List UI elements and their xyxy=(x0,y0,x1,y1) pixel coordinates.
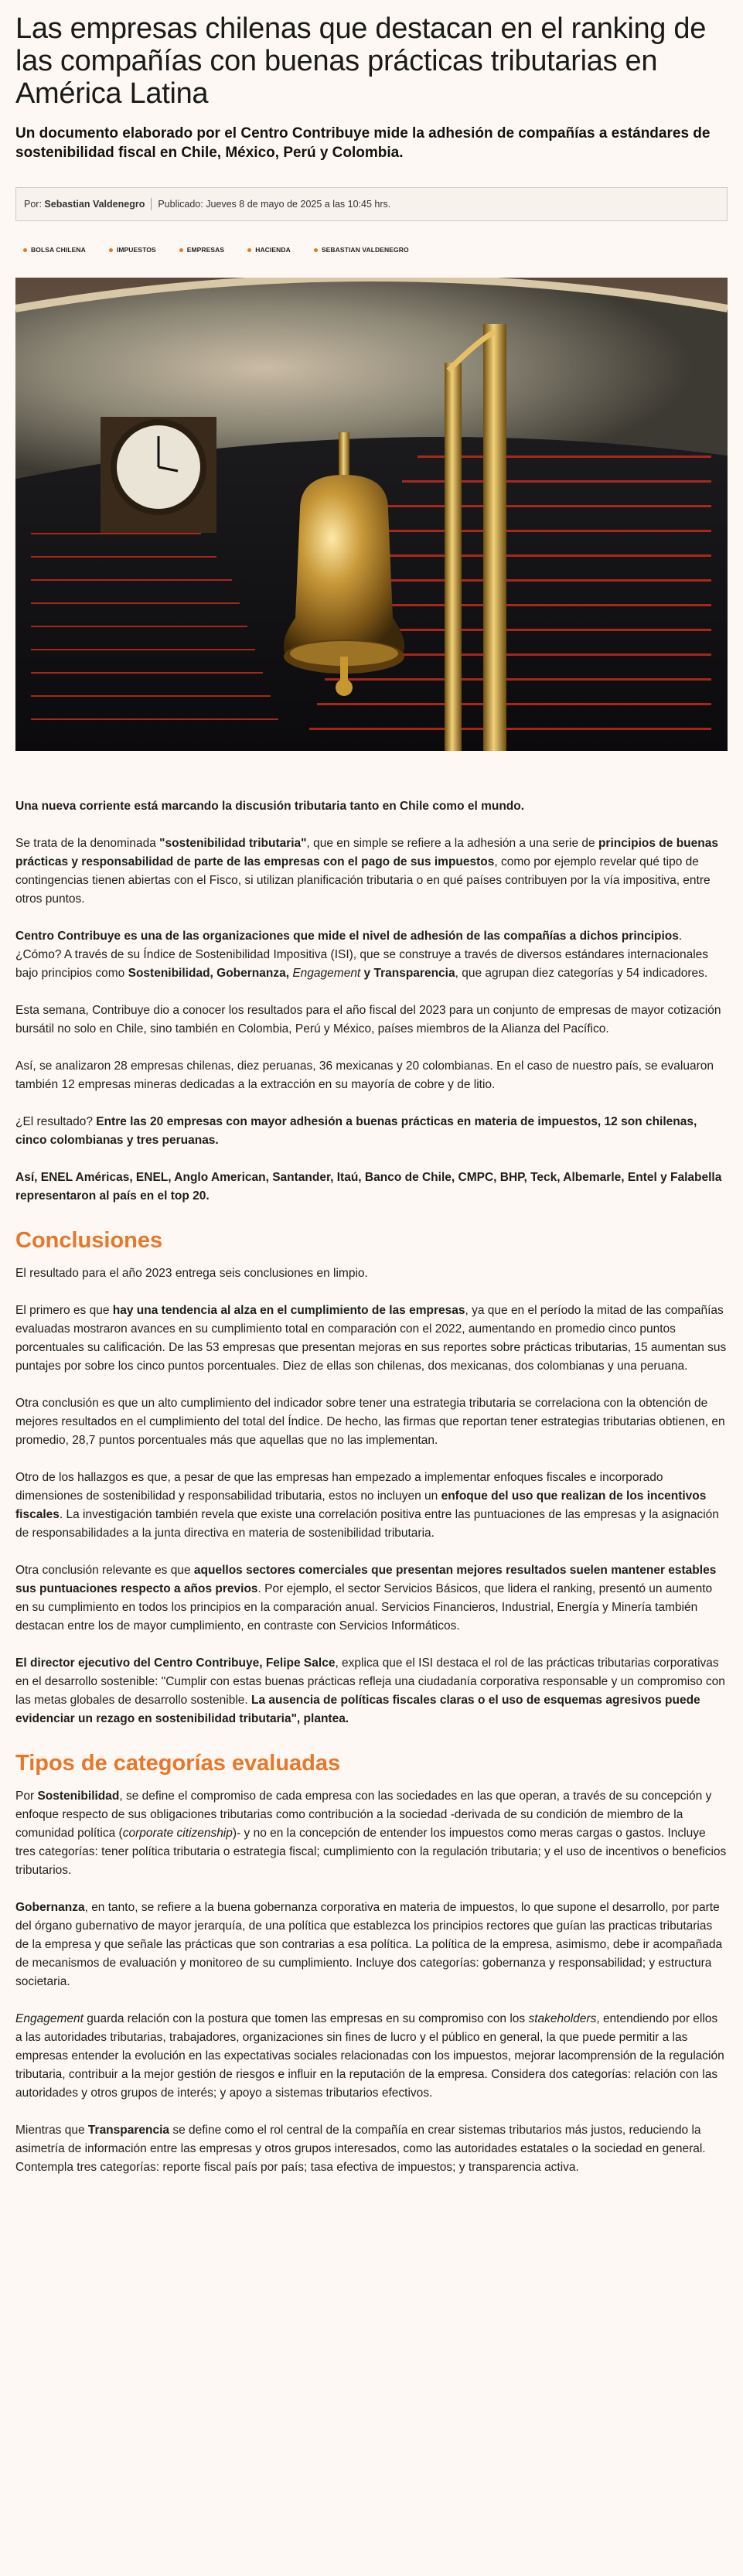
article xyxy=(0,12,743,2177)
tag-dot-icon xyxy=(109,248,113,252)
paragraph-gobernanza-def: Gobernanza, en tanto, se refiere a la buena gobernanza corporativa en materia de impuestos, lo que supone el desarrollo, por parte del órgano gubernativo de mayor jerarquía, de una política que establezca los principios rectores que guían las practicas tributarias de la empresa y que señale las prácticas que son contrarias a esa política. La política de la empresa, asimismo, debe ir acompañada de mecanismos de evaluación y monitoreo de su cumplimiento. Incluye dos categorías: gobernanza y responsabilidad; y estructura societaria. xyxy=(15,1901,723,1988)
tag-hacienda[interactable]: HACIENDA xyxy=(240,241,300,258)
paragraph-transparencia-def: Mientras que Transparencia se define como el rol central de la compañía en crear sistemas tributarios más justos, reduciendo la asimetría de información entre las empresas y otros grupos interesados, como las autoridades estatales o la sociedad en general. Contempla tres categorías: reporte fiscal país por país; tasa efectiva de impuestos; y transparencia activa. xyxy=(15,2124,706,2174)
hero-image-stock-exchange-bell xyxy=(15,278,728,751)
tag-dot-icon xyxy=(179,248,183,252)
byline-divider xyxy=(151,198,152,210)
heading-tipos-categorias: Tipos de categorías evaluadas xyxy=(15,1751,341,1776)
published-date: Publicado: Jueves 8 de mayo de 2025 a las 10:45 hrs. xyxy=(158,199,391,210)
paragraph-empresas-top20: Así, ENEL Américas, ENEL, Anglo American, Santander, Itaú, Banco de Chile, CMPC, BHP, Teck, Albemarle, Entel y Falabella representaron al país en el top 20. xyxy=(15,1171,722,1203)
tag-dot-icon xyxy=(23,248,27,252)
paragraph-resultado-top20: ¿El resultado? Entre las 20 empresas con mayor adhesión a buenas prácticas en materia de impuestos, 12 son chilenas, cinco colombianas y tres peruanas. xyxy=(15,1115,697,1147)
byline-box xyxy=(15,187,728,221)
article-body xyxy=(15,797,728,2177)
paragraph-sostenibilidad-def: Por Sostenibilidad, se define el compromiso de cada empresa con las sociedades en las que operan, a través de su concepción y enfoque respecto de sus obligaciones tributarias como contribución a la sociedad -derivada de su condición de miembro de la comunidad política (corporate citizenship)- y no en la concepción de entender los impuestos como meras cargas o gastos. Incluye tres categorías: tener política tributaria o estrategia fiscal; cumplimiento con la regulación tributaria; y el uso de incentivos o beneficios tributarios. xyxy=(15,1790,727,1877)
paragraph-conclusion-1: El primero es que hay una tendencia al alza en el cumplimiento de las empresas, ya que en el período la mitad de las compañías evaluadas mostraron avances en su cumplimiento total en comparación con el 2022, aumentando en promedio cinco puntos porcentuales su calificación. De las 53 empresas que presentan mejoras en sus reportes sobre prácticas tributarias, 15 aumentan sus puntajes por sobre los cinco puntos porcentuales. Diez de ellas son chilenas, dos mexicanas, dos colombianas y una peruana. xyxy=(15,1304,727,1373)
article-subtitle: Un documento elaborado por el Centro Contribuye mide la adhesión de compañías a estándares de sostenibilidad fiscal en Chile, México, Perú y Colombia. xyxy=(15,125,711,161)
tag-sebastian-valdenegro[interactable]: SEBASTIAN VALDENEGRO xyxy=(306,241,418,258)
tag-dot-icon xyxy=(314,248,318,252)
tag-empresas[interactable]: EMPRESAS xyxy=(172,241,234,258)
tag-impuestos[interactable]: IMPUESTOS xyxy=(101,241,165,258)
paragraph-engagement-def: Engagement guarda relación con la postura que tomen las empresas en su compromiso con los stakeholders, entendiendo por ellos a las autoridades tributarias, trabajadores, organizaciones sin fines de lucro y el público en general, la que puede permitir a las empresas entender la evolución en las expectativas sociales relacionadas con los impuestos, mejorar lacomprensión de la regulación tributaria, contribuir a la mejor gestión de riesgos e influir en la reputación de la empresa. Considera dos categorías: relación con las autoridades y otros grupos de interés; y apoyo a sistemas tributarios efectivos. xyxy=(15,2012,724,2100)
paragraph-sostenibilidad: Se trata de la denominada "sostenibilidad tributaria", que en simple se refiere a la adhesión a una serie de principios de buenas prácticas y responsabilidad de parte de las empresas con el pago de sus impuestos, como por ejemplo revelar qué tipo de contingencias tienen abiertas con el Fisco, si utilizan planificación tributaria o en qué países contribuyen por la vía impositiva, entre otros puntos. xyxy=(15,837,718,906)
paragraph-conclusion-3: Otro de los hallazgos es que, a pesar de que las empresas han empezado a implementar enfoques fiscales e incorporado dimensiones de sostenibilidad y responsabilidad tributaria, estos no incluyen un enfoque del uso que realizan de los incentivos fiscales. La investigación también revela que existe una correlación positiva entre las puntuaciones de las empresas y la asignación de responsabilidades a la junta directiva en materia de sostenibilidad tributaria. xyxy=(15,1471,719,1540)
tag-dot-icon xyxy=(247,248,251,252)
paragraph-conclusion-2: Otra conclusión es que un alto cumplimiento del indicador sobre tener una estrategia tributaria se correlaciona con la obtención de mejores resultados en el cumplimiento del total del Índice. De hecho, las firmas que reportan tener estrategias tributarias obtienen, en promedio, 28,7 puntos porcentuales más que aquellas que no las implementan. xyxy=(15,1397,725,1447)
paragraph-empresas-analizadas: Así, se analizaron 28 empresas chilenas, diez peruanas, 36 mexicanas y 20 colombianas. En el caso de nuestro país, se evaluaron también 12 empresas mineras dedicadas a la extracción en su mayoría de cobre y de litio. xyxy=(15,1059,714,1091)
paragraph-centro-contribuye: Centro Contribuye es una de las organizaciones que mide el nivel de adhesión de las compañías a dichos principios. ¿Cómo? A través de su Índice de Sostenibilidad Impositiva (ISI), que se construye a través de diversos estándares internacionales bajo principios como Sostenibilidad, Gobernanza, Engagement y Transparencia, que agrupan diez categorías y 54 indicadores. xyxy=(15,930,709,980)
tag-list xyxy=(15,241,728,258)
lead-paragraph: Una nueva corriente está marcando la discusión tributaria tanto en Chile como el mundo. xyxy=(15,800,525,813)
paragraph-director-quote: El director ejecutivo del Centro Contribuye, Felipe Salce, explica que el ISI destaca el rol de las prácticas tributarias corporativas en el desarrollo sostenible: "Cumplir con estas buenas prácticas refleja una ciudadanía corporativa responsable y un compromiso con las metas globales de desarrollo sostenible. La ausencia de políticas fiscales claras o el uso de esquemas agresivos puede evidenciar un rezago en sostenibilidad tributaria", plantea. xyxy=(15,1656,725,1725)
tag-bolsa-chilena[interactable]: BOLSA CHILENA xyxy=(15,241,95,258)
byline-prefix: Por: xyxy=(24,199,42,210)
article-title: Las empresas chilenas que destacan en el ranking de las compañías con buenas prácticas tributarias en América Latina xyxy=(15,12,707,110)
paragraph-conclusion-4: Otra conclusión relevante es que aquellos sectores comerciales que presentan mejores resultados suelen mantener estables sus puntuaciones respecto a años previos. Por ejemplo, el sector Servicios Básicos, que lidera el ranking, presentó un aumento en su cumplimiento en todos los principios en la comparación anual. Servicios Financieros, Industrial, Energía y Minería también destacan entre los de mayor cumplimiento, en contraste con Servicios Informáticos. xyxy=(15,1564,717,1633)
author-name[interactable]: Sebastian Valdenegro xyxy=(44,199,145,210)
paragraph-resultados: Esta semana, Contribuye dio a conocer los resultados para el año fiscal del 2023 para un conjunto de empresas de mayor cotización bursátil no solo en Chile, sino también en Colombia, Perú y México, países miembros de la Alianza del Pacífico. xyxy=(15,1004,721,1036)
paragraph-conclusiones-intro: El resultado para el año 2023 entrega seis conclusiones en limpio. xyxy=(15,1267,368,1280)
heading-conclusiones: Conclusiones xyxy=(15,1228,163,1253)
